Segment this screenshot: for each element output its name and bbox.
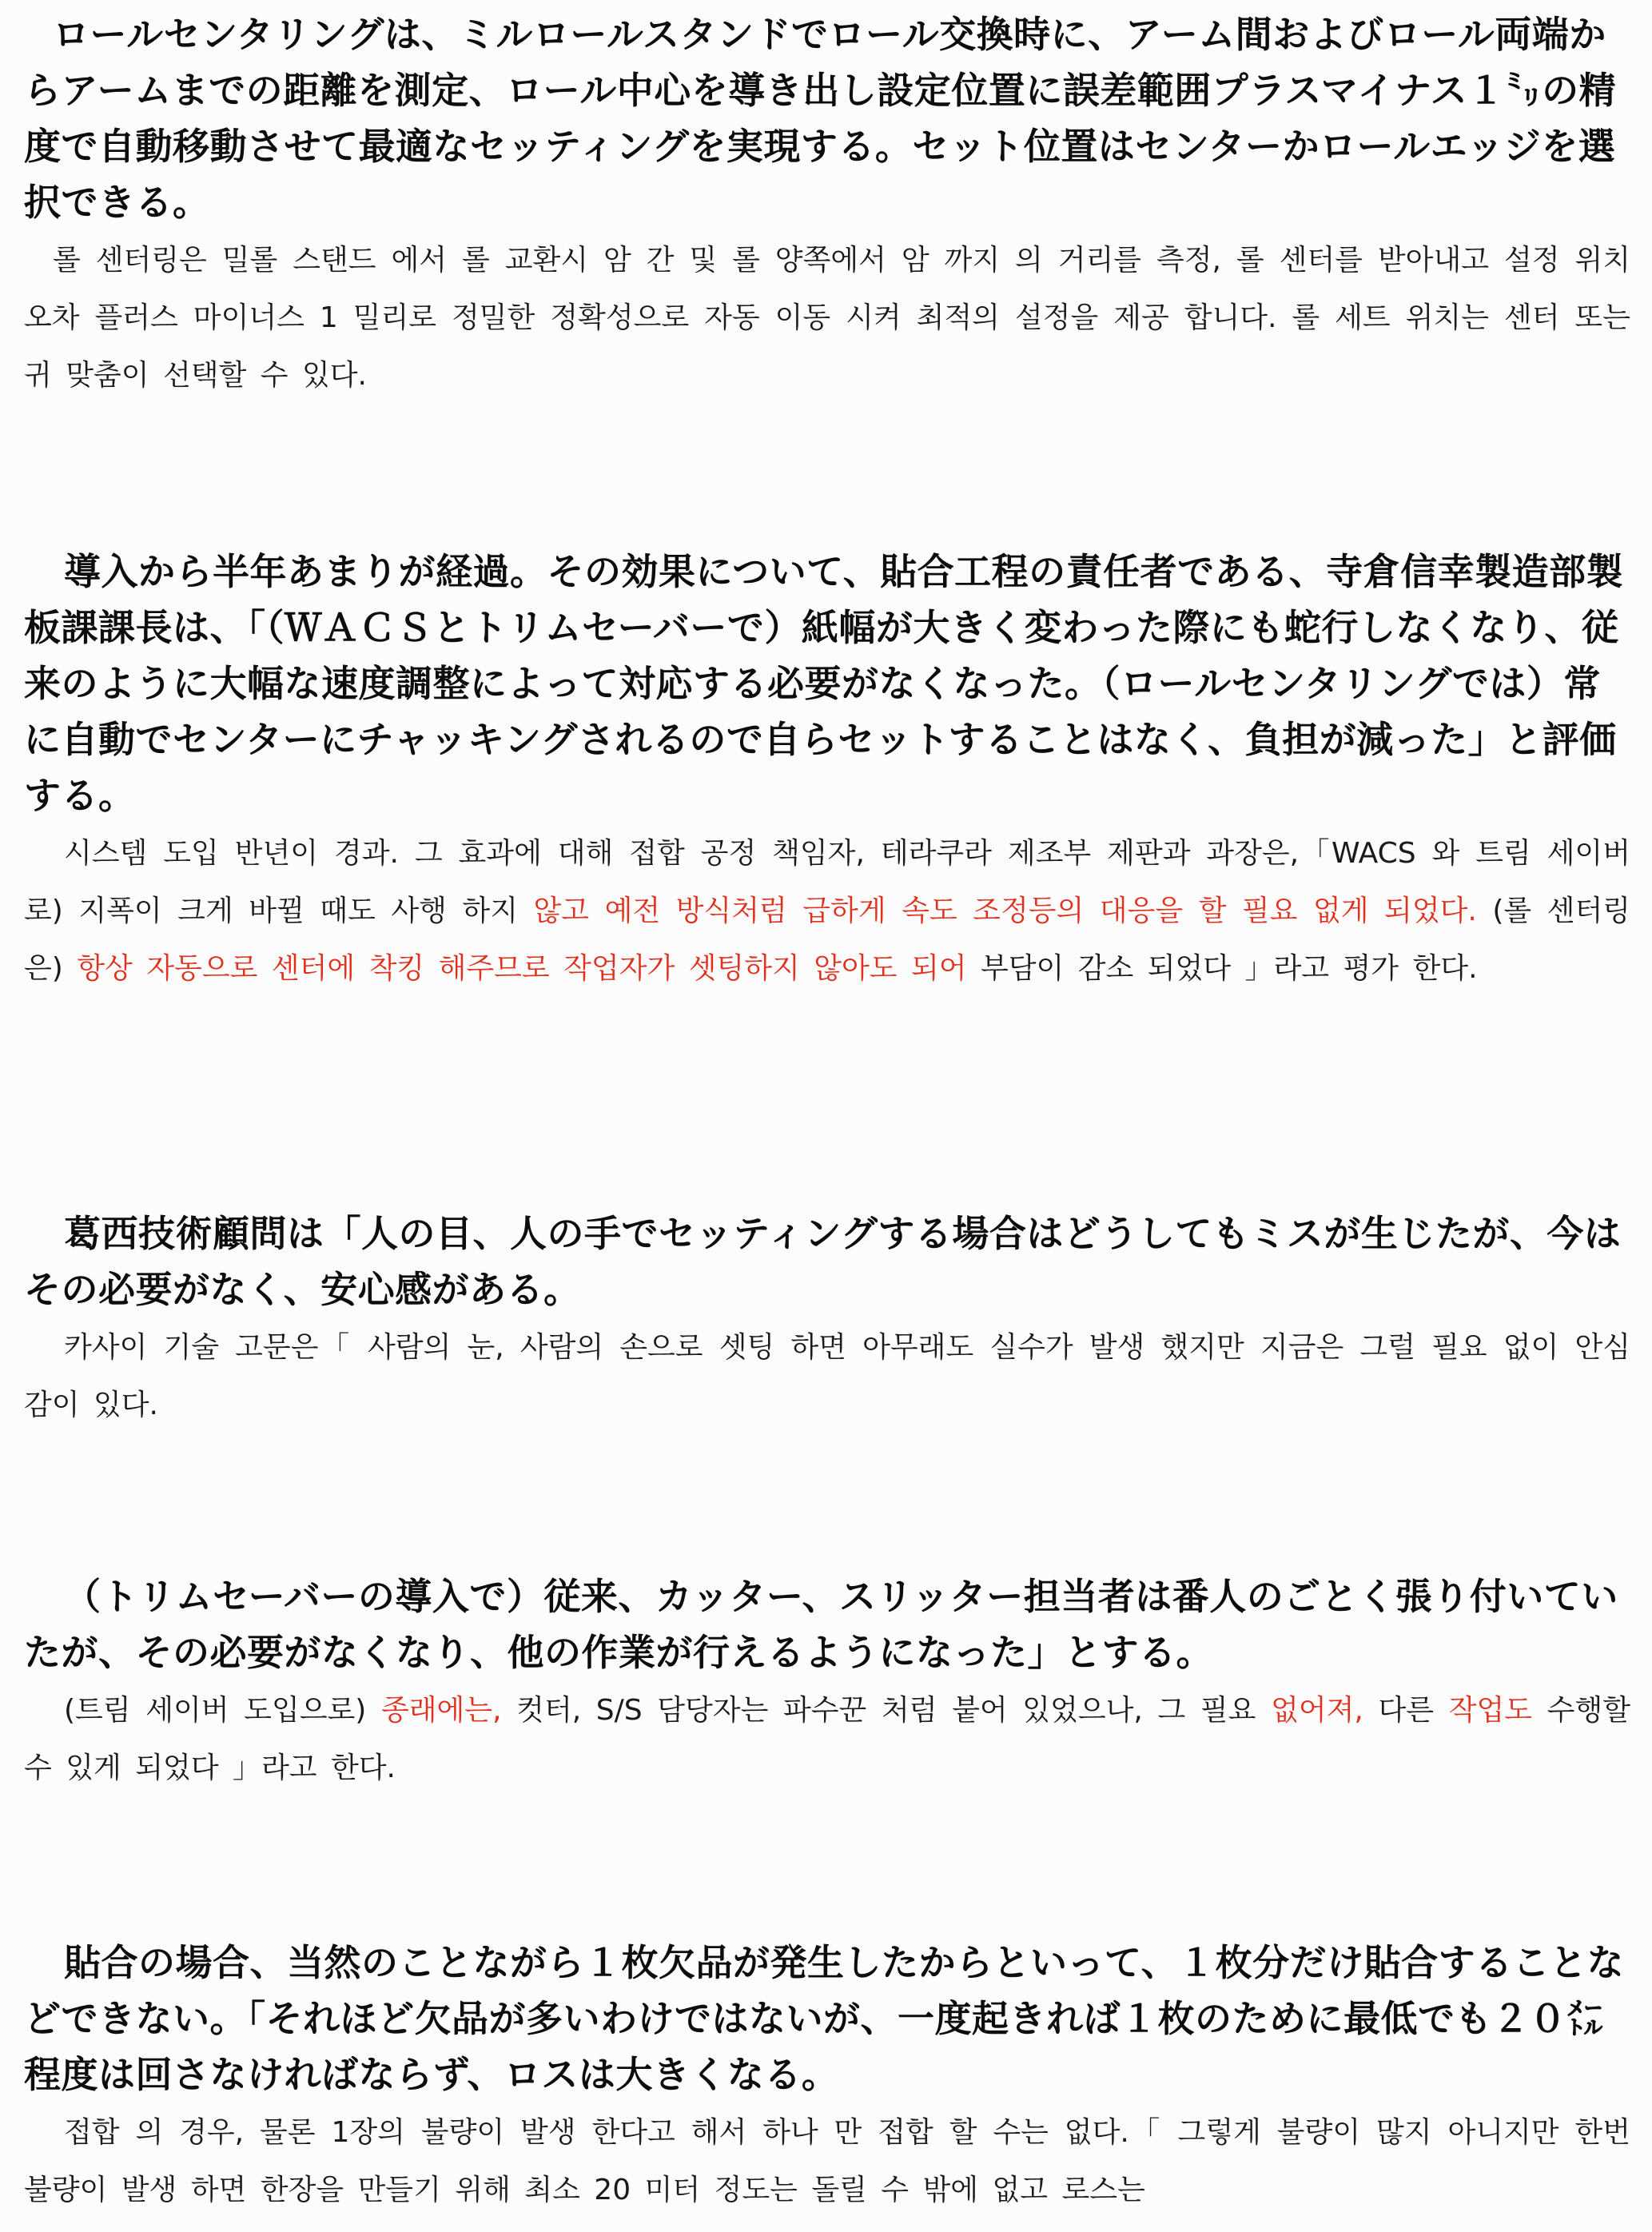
japanese-text: ロールセンタリングは、ミルロールスタンドでロール交換時に、アーム間およびロール両端からアームまでの距離を測定、ロール中心を導き出し設定位置に誤差範囲プラスマイナス１㍉の精度で自動移動させて最適なセッティングを実現する。セット位置はセンターかロールエッジを選択できる。 [24, 13, 1617, 224]
korean-highlight-text: 않고 예전 방식처럼 급하게 속도 조정등의 대응을 할 필요 없게 되었다. [533, 895, 1477, 927]
korean-paragraph [24, 232, 1630, 405]
japanese-paragraph [24, 6, 1630, 230]
korean-text: 컷터, S/S 담당자는 파수꾼 처럼 붙어 있었으나, 그 필요 [501, 1694, 1272, 1727]
korean-text: 롤 센터링은 밀롤 스탠드 에서 롤 교환시 암 간 및 롤 양쪽에서 암 까지 의 거리를 측정, 롤 센터를 받아내고 설정 위치 오차 플러스 마이너스 1 밀리로 정밀한 정확성으로 자동 이동 시켜 최적의 설정을 제공 합니다. 롤 세트 위치는 센터 또는 귀 맞춤이 선택할 수 있다. [24, 244, 1630, 392]
japanese-text: （トリムセーバーの導入で）従来、カッター、スリッター担当者は番人のごとく張り付いていたが、その必要がなくなり、他の作業が行えるようになった」とする。 [24, 1575, 1618, 1674]
korean-highlight-text: 작업도 [1448, 1694, 1533, 1727]
korean-text: 부담이 감소 되었다 」라고 평가 한다. [966, 952, 1478, 985]
korean-text: 수행할 수 있게 되었다 」라고 한다. [24, 1694, 1630, 1784]
section-trim-saver [24, 1568, 1630, 1797]
japanese-paragraph [24, 1206, 1630, 1317]
korean-highlight-text: 없어져, [1271, 1694, 1363, 1727]
section-lamination-loss [24, 1935, 1630, 2219]
korean-text: 카사이 기술 고문은「 사람의 눈, 사람의 손으로 셋팅 하면 아무래도 실수가 발생 했지만 지금은 그럴 필요 없이 안심 감이 있다. [24, 1331, 1630, 1421]
korean-paragraph [24, 825, 1630, 998]
korean-text: (롤 센터링은) [24, 895, 1631, 985]
korean-paragraph [24, 1682, 1630, 1797]
korean-highlight-text: 종래에는, [380, 1694, 502, 1727]
japanese-paragraph [24, 1935, 1630, 2102]
korean-paragraph [24, 2104, 1630, 2219]
japanese-paragraph [24, 1568, 1630, 1680]
korean-text: (트림 세이버 도입으로) [64, 1694, 381, 1727]
korean-text: 시스템 도입 반년이 경과. 그 효과에 대해 접합 공정 책임자, 테라쿠라 제조부 제판과 과장은,「WACS 와 트림 세이버 로) 지폭이 크게 바뀔 때도 사행 하지 [24, 837, 1630, 927]
korean-paragraph [24, 1319, 1630, 1434]
japanese-text: 導入から半年あまりが経過。その効果について、貼合工程の責任者である、寺倉信幸製造部製板課課長は、「（ＷＡＣＳとトリムセーバーで）紙幅が大きく変わった際にも蛇行しなくなり、従来のように大幅な速度調整によって対応する必要がなくなった。（ロールセンタリングでは）常に自動でセンターにチャッキングされるので自らセットすることはなく、負担が減った」と評価する。 [24, 550, 1624, 817]
korean-text: 접합 의 경우, 물론 1장의 불량이 발생 한다고 해서 하나 만 접합 할 수는 없다.「 그렇게 불량이 많지 아니지만 한번 불량이 발생 하면 한장을 만들기 위해 최소 20 미터 정도는 돌릴 수 밖에 없고 로스는 [24, 2116, 1630, 2206]
korean-text: 다른 [1363, 1694, 1449, 1727]
section-evaluation [24, 544, 1630, 998]
japanese-text: 葛西技術顧問は「人の目、人の手でセッティングする場合はどうしてもミスが生じたが、今はその必要がなく、安心感がある。 [24, 1212, 1622, 1311]
japanese-text: 貼合の場合、当然のことながら１枚欠品が発生したからといって、１枚分だけ貼合することなどできない。「それほど欠品が多いわけではないが、一度起きれば１枚のために最低でも２０㍍程度は回さなければならず、ロスは大きくなる。 [24, 1941, 1625, 2096]
section-roll-centering [24, 6, 1630, 405]
japanese-paragraph [24, 544, 1630, 823]
korean-highlight-text: 항상 자동으로 센터에 착킹 해주므로 작업자가 셋팅하지 않아도 되어 [77, 952, 967, 985]
section-advisor-comment [24, 1206, 1630, 1434]
